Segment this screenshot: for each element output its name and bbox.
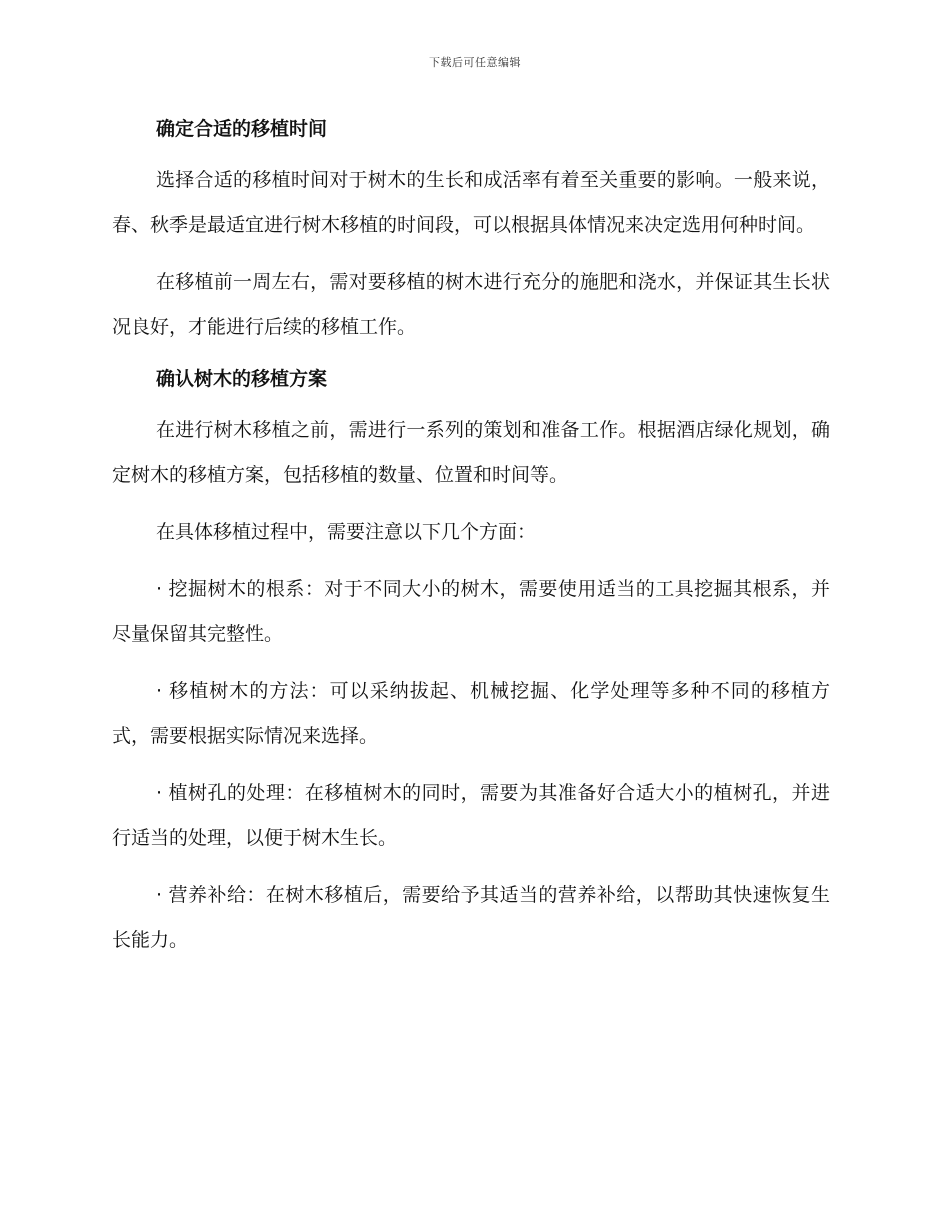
header-note: 下载后可任意编辑 (429, 56, 521, 69)
paragraph: 在具体移植过程中，需要注意以下几个方面： (156, 521, 537, 543)
section-heading-transplant-plan: 确认树木的移植方案 (156, 368, 328, 390)
bullet-item: · 植树孔的处理：在移植树木的同时，需要为其准备好合适大小的植树孔，并进行适当的处理，以便于树木生长。 (112, 782, 830, 849)
document-body (112, 112, 830, 975)
bullet-item: · 挖掘树木的根系：对于不同大小的树木，需要使用适当的工具挖掘其根系，并尽量保留其完整性。 (112, 578, 830, 645)
bullet-item: · 营养补给：在树木移植后，需要给予其适当的营养补给，以帮助其快速恢复生长能力。 (112, 884, 830, 951)
paragraph: 在进行树木移植之前，需进行一系列的策划和准备工作。根据酒店绿化规划，确定树木的移植方案，包括移植的数量、位置和时间等。 (112, 419, 830, 486)
bullet-item: · 移植树木的方法：可以采纳拔起、机械挖掘、化学处理等多种不同的移植方式，需要根据实际情况来选择。 (112, 680, 830, 747)
paragraph: 在移植前一周左右，需对要移植的树木进行充分的施肥和浇水，并保证其生长状况良好，才能进行后续的移植工作。 (112, 271, 830, 338)
section-heading-transplant-time: 确定合适的移植时间 (156, 118, 328, 140)
paragraph: 选择合适的移植时间对于树木的生长和成活率有着至关重要的影响。一般来说，春、秋季是最适宜进行树木移植的时间段，可以根据具体情况来决定选用何种时间。 (112, 169, 830, 236)
